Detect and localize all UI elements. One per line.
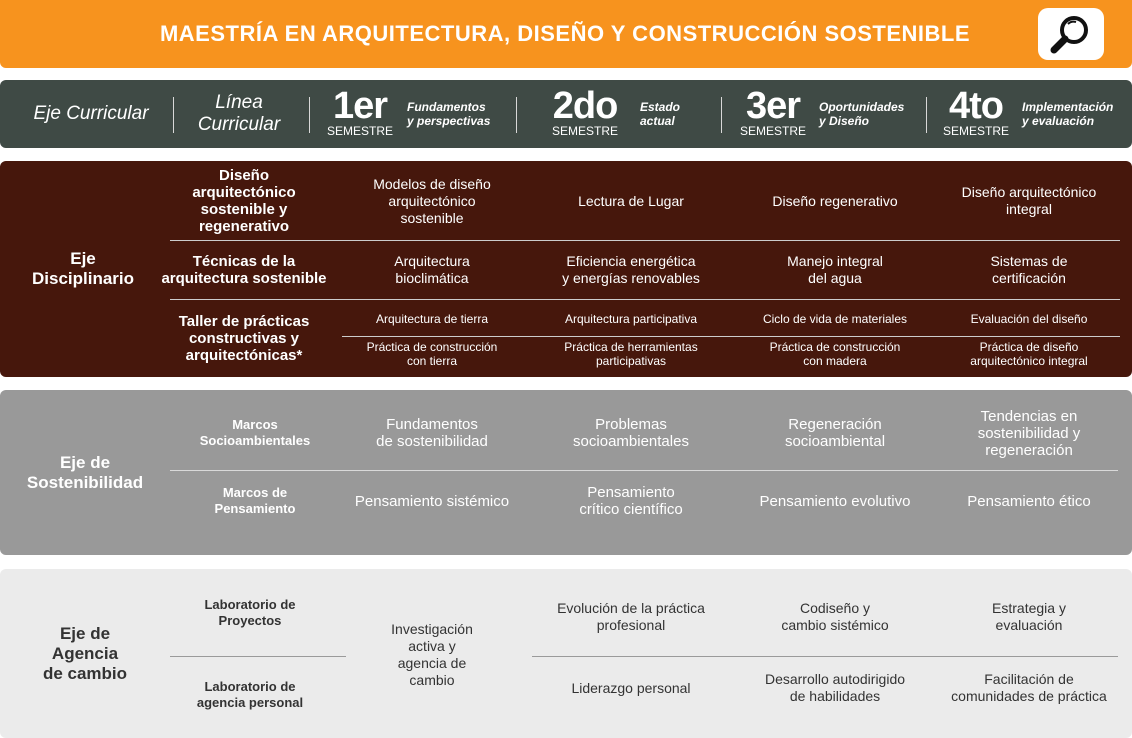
course-cell: Arquitectura de tierra xyxy=(375,312,489,326)
line-marcos-pensamiento: Marcos de Pensamiento xyxy=(214,485,296,516)
course-cell: Práctica de herramientas participativas xyxy=(564,340,698,368)
semester-3-description: Oportunidades y Diseño xyxy=(819,100,905,128)
course-cell-shared: Investigación activa y agencia de cambio xyxy=(391,621,473,688)
semester-4-description: Implementación y evaluación xyxy=(1022,100,1114,128)
linea-curricular-label: Línea Curricular xyxy=(197,92,281,135)
course-cell: Sistemas de certificación xyxy=(990,253,1068,286)
course-cell: Pensamiento ético xyxy=(967,492,1091,510)
divider xyxy=(309,97,310,133)
divider xyxy=(173,97,174,133)
course-cell: Arquitectura bioclimática xyxy=(394,253,470,286)
course-cell: Pensamiento evolutivo xyxy=(759,492,911,510)
search-button[interactable] xyxy=(1038,8,1104,60)
course-cell: Facilitación de comunidades de práctica xyxy=(951,671,1107,704)
eje-agencia-title: Eje de Agencia de cambio xyxy=(42,623,128,683)
course-cell: Liderazgo personal xyxy=(571,679,691,696)
course-cell: Modelos de diseño arquitectónico sostenible xyxy=(373,175,491,226)
line-diseno-arquitectonico: Diseño arquitectónico sostenible y regenerativo xyxy=(192,167,296,235)
line-laboratorio-proyectos: Laboratorio de Proyectos xyxy=(204,597,296,628)
row-divider xyxy=(170,470,1118,471)
divider xyxy=(926,97,927,133)
course-cell: Práctica de diseño arquitectónico integral xyxy=(970,340,1088,368)
course-cell: Problemas socioambientales xyxy=(573,416,689,450)
row-divider xyxy=(170,656,346,657)
course-cell: Diseño arquitectónico integral xyxy=(961,184,1097,217)
semester-1-description: Fundamentos y perspectivas xyxy=(407,100,491,128)
course-cell: Arquitectura participativa xyxy=(564,312,698,326)
row-divider xyxy=(170,240,1120,241)
course-cell: Pensamiento sistémico xyxy=(354,492,510,510)
divider xyxy=(516,97,517,133)
line-tecnicas: Técnicas de la arquitectura sostenible xyxy=(161,253,327,287)
row-divider xyxy=(342,336,1120,337)
row-divider xyxy=(170,299,1120,300)
semester-3-number: 3er xyxy=(745,85,801,127)
course-cell: Estrategia y evaluación xyxy=(992,600,1066,633)
line-marcos-socioambientales: Marcos Socioambientales xyxy=(199,417,311,448)
course-cell: Evaluación del diseño xyxy=(970,312,1088,326)
eje-sostenibilidad-title: Eje de Sostenibilidad xyxy=(26,452,144,492)
search-icon xyxy=(1048,11,1094,57)
eje-disciplinario-title: Eje Disciplinario xyxy=(31,249,135,288)
course-cell: Codiseño y cambio sistémico xyxy=(781,600,889,633)
course-cell: Diseño regenerativo xyxy=(772,192,898,209)
course-cell: Fundamentos de sostenibilidad xyxy=(376,416,488,450)
semester-1-number: 1er xyxy=(332,85,388,127)
course-cell: Evolución de la práctica profesional xyxy=(557,600,705,633)
course-cell: Eficiencia energética y energías renovables xyxy=(562,253,700,286)
line-laboratorio-agencia-personal: Laboratorio de agencia personal xyxy=(196,679,304,710)
semester-1-word: SEMESTRE xyxy=(326,124,393,138)
semester-3-word: SEMESTRE xyxy=(739,124,806,138)
course-cell: Práctica de construcción con madera xyxy=(769,340,901,368)
course-cell: Desarrollo autodirigido de habilidades xyxy=(764,671,906,704)
line-taller: Taller de prácticas constructivas y arquitectónicas* xyxy=(178,312,310,364)
semester-4-word: SEMESTRE xyxy=(942,124,1009,138)
page-title: MAESTRÍA EN ARQUITECTURA, DISEÑO Y CONSTRUCCIÓN SOSTENIBLE xyxy=(159,21,971,46)
semester-2-word: SEMESTRE xyxy=(551,124,618,138)
course-cell: Práctica de construcción con tierra xyxy=(366,340,498,368)
course-cell: Pensamiento crítico científico xyxy=(579,484,683,518)
course-cell: Tendencias en sostenibilidad y regeneración xyxy=(977,407,1081,459)
row-divider xyxy=(532,656,1118,657)
course-cell: Ciclo de vida de materiales xyxy=(762,312,908,326)
divider xyxy=(721,97,722,133)
course-cell: Lectura de Lugar xyxy=(578,192,684,209)
semester-4-number: 4to xyxy=(949,85,1003,127)
semester-2-number: 2do xyxy=(552,85,618,127)
semester-2-description: Estado actual xyxy=(640,100,681,128)
eje-curricular-label: Eje Curricular xyxy=(33,103,149,124)
course-cell: Manejo integral del agua xyxy=(787,253,883,286)
course-cell: Regeneración socioambiental xyxy=(784,416,886,450)
